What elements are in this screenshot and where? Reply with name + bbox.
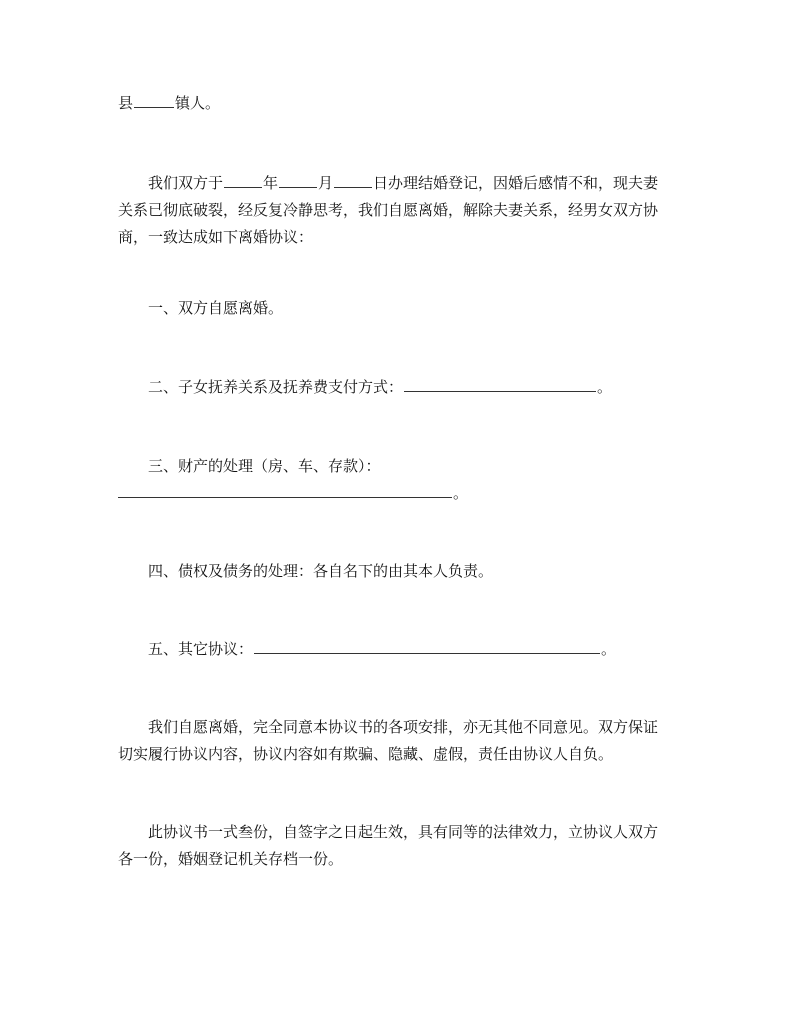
day-blank xyxy=(334,172,372,188)
month-label: 月 xyxy=(318,174,334,192)
clause-5-end: 。 xyxy=(601,640,617,658)
marriage-line-2: 关系已彻底破裂，经反复冷静思考，我们自愿离婚，解除夫妻关系，经男女双方协 xyxy=(118,201,659,219)
marriage-intro: 我们双方于 xyxy=(148,174,224,192)
clause-3-blank xyxy=(118,482,452,498)
town-label: 镇人。 xyxy=(175,94,221,112)
marriage-line-1 xyxy=(118,170,659,197)
year-label: 年 xyxy=(263,174,279,192)
voluntary-paragraph xyxy=(118,714,659,768)
clause-4 xyxy=(118,558,638,585)
origin-line xyxy=(118,90,638,117)
marriage-line-3: 商，一致达成如下离婚协议： xyxy=(118,228,314,246)
origin-line-text xyxy=(118,90,638,117)
copies-line-2: 各一份，婚姻登记机关存档一份。 xyxy=(118,850,344,868)
clause-5-line xyxy=(118,636,638,663)
voluntary-line-1: 我们自愿离婚，完全同意本协议书的各项安排，亦无其他不同意见。双方保证 xyxy=(148,718,659,736)
clause-1 xyxy=(118,295,638,322)
clause-3-fill-line xyxy=(118,480,638,507)
year-blank xyxy=(224,172,262,188)
marriage-paragraph xyxy=(118,170,659,251)
clause-2-label: 二、子女抚养关系及抚养费支付方式： xyxy=(148,378,404,396)
clause-5-label: 五、其它协议： xyxy=(148,640,254,658)
clause-2-blank xyxy=(404,376,596,392)
clause-3-label: 三、财产的处理（房、车、存款）： xyxy=(148,457,381,475)
copies-line-1: 此协议书一式叁份，自签字之日起生效，具有同等的法律效力，立协议人双方 xyxy=(148,823,659,841)
clause-5-blank xyxy=(254,638,600,654)
clause-2 xyxy=(118,374,638,401)
clause-2-line xyxy=(118,374,638,401)
voluntary-line-2: 切实履行协议内容，协议内容如有欺骗、隐藏、虚假，责任由协议人自负。 xyxy=(118,745,614,763)
clause-1-text: 一、双方自愿离婚。 xyxy=(148,299,284,317)
clause-4-text: 四、债权及债务的处理：各自名下的由其本人负责。 xyxy=(148,562,494,580)
clause-2-end: 。 xyxy=(597,378,613,396)
clause-3 xyxy=(118,453,638,507)
month-blank xyxy=(279,172,317,188)
marriage-line-1-rest: 日办理结婚登记，因婚后感情不和，现夫妻 xyxy=(373,174,659,192)
county-label: 县 xyxy=(118,94,134,112)
copies-paragraph xyxy=(118,819,659,873)
clause-5 xyxy=(118,636,638,663)
clause-3-end: 。 xyxy=(453,484,469,502)
county-blank xyxy=(134,92,174,108)
